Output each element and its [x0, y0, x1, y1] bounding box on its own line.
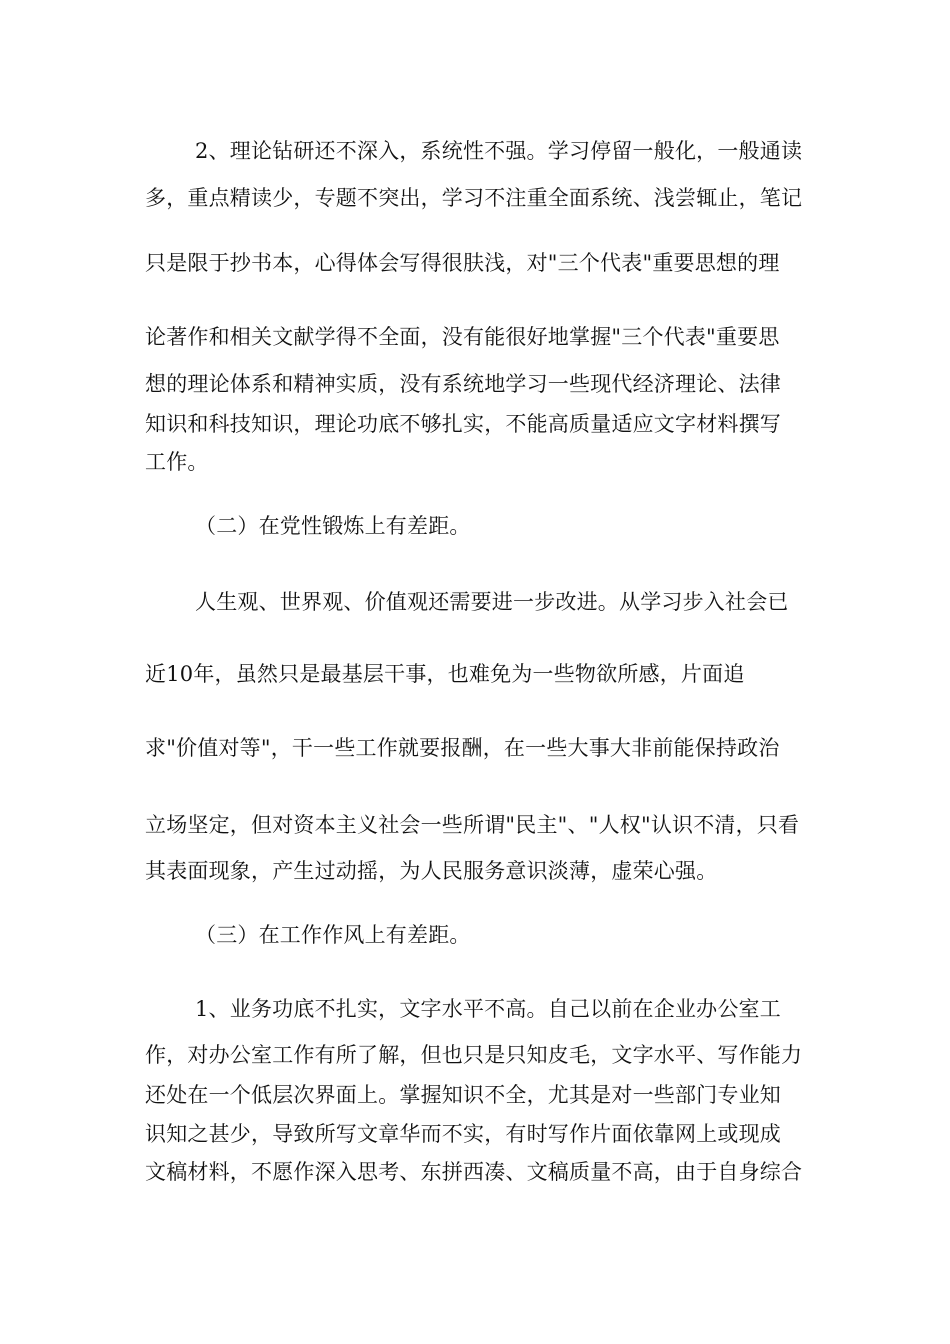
section-heading-three: （三）在工作作风上有差距。 — [195, 923, 471, 947]
paragraph-line-6: 知识和科技知识，理论功底不够扎实，不能高质量适应文字材料撰写 — [145, 412, 781, 436]
paragraph-line-16: 识知之甚少，导致所写文章华而不实，有时写作片面依靠网上或现成 — [145, 1122, 781, 1146]
paragraph-line-1: 2、理论钻研还不深入，系统性不强。学习停留一般化，一般通读 — [195, 139, 803, 163]
paragraph-line-13: 1、业务功底不扎实，文字水平不高。自己以前在企业办公室工 — [195, 997, 781, 1021]
paragraph-line-5: 想的理论体系和精神实质，没有系统地学习一些现代经济理论、法律 — [145, 372, 781, 396]
paragraph-line-10: 求"价值对等"，干一些工作就要报酬，在一些大事大非前能保持政治 — [145, 736, 780, 760]
paragraph-line-7: 工作。 — [145, 450, 209, 474]
paragraph-line-3: 只是限于抄书本，心得体会写得很肤浅，对"三个代表"重要思想的理 — [145, 251, 780, 275]
paragraph-line-2: 多，重点精读少，专题不突出，学习不注重全面系统、浅尝辄止，笔记 — [145, 186, 803, 210]
paragraph-line-14: 作，对办公室工作有所了解，但也只是只知皮毛，文字水平、写作能力 — [145, 1043, 803, 1067]
paragraph-line-12: 其表面现象，产生过动摇，为人民服务意识淡薄，虚荣心强。 — [145, 859, 718, 883]
paragraph-line-9: 近10年，虽然只是最基层干事，也难免为一些物欲所感，片面追 — [145, 662, 745, 686]
paragraph-line-17: 文稿材料，不愿作深入思考、东拼西凑、文稿质量不高，由于自身综合 — [145, 1160, 803, 1184]
paragraph-line-8: 人生观、世界观、价值观还需要进一步改进。从学习步入社会已 — [195, 590, 789, 614]
paragraph-line-15: 还处在一个低层次界面上。掌握知识不全，尤其是对一些部门专业知 — [145, 1083, 781, 1107]
section-heading-two: （二）在党性锻炼上有差距。 — [195, 514, 471, 538]
paragraph-line-4: 论著作和相关文献学得不全面，没有能很好地掌握"三个代表"重要思 — [145, 325, 780, 349]
paragraph-line-11: 立场坚定，但对资本主义社会一些所谓"民主"、"人权"认识不清，只看 — [145, 813, 800, 837]
